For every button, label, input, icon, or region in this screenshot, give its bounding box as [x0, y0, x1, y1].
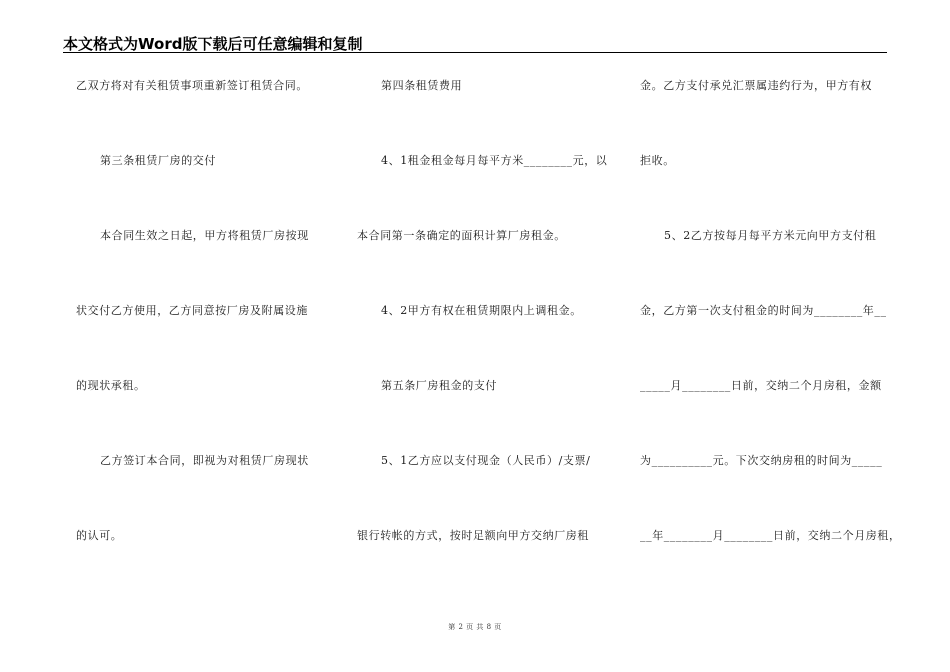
text-line: 4、1租金租金每月每平方米________元，以	[381, 154, 608, 167]
text-line: 为__________元。下次交纳房租的时间为_____	[640, 454, 883, 467]
text-line: 金。乙方支付承兑汇票属违约行为，甲方有权	[640, 79, 872, 92]
section-heading: 第五条厂房租金的支付	[381, 379, 497, 392]
text-line: 乙双方将对有关租赁事项重新签订租赁合同。	[76, 79, 308, 92]
text-line: 拒收。	[640, 154, 675, 167]
text-line: 本合同生效之日起，甲方将租赁厂房按现	[100, 229, 309, 242]
text-line: 金，乙方第一次支付租金的时间为________年__	[640, 304, 887, 317]
text-line: 的现状承租。	[76, 379, 146, 392]
section-heading: 第三条租赁厂房的交付	[100, 154, 216, 167]
text-line: 5、2乙方按每月每平方米元向甲方支付租	[664, 229, 877, 242]
text-line: __年________月________日前，交纳二个月房租，	[640, 529, 901, 542]
text-line: 的认可。	[76, 529, 123, 542]
text-line: _____月________日前，交纳二个月房租，金额	[640, 379, 882, 392]
text-line: 乙方签订本合同，即视为对租赁厂房现状	[100, 454, 309, 467]
section-heading: 第四条租赁费用	[381, 79, 463, 92]
text-line: 本合同第一条确定的面积计算厂房租金。	[357, 229, 566, 242]
page-number-footer: 第 2 页 共 8 页	[448, 623, 502, 631]
text-line: 银行转帐的方式，按时足额向甲方交纳厂房租	[357, 529, 589, 542]
text-column-3	[640, 0, 901, 672]
text-line: 4、2甲方有权在租赁期限内上调租金。	[381, 304, 582, 317]
text-column-2	[357, 0, 607, 672]
text-column-1	[76, 0, 322, 672]
text-line: 5、1乙方应以支付现金（人民币）/支票/	[381, 454, 591, 467]
text-line: 状交付乙方使用，乙方同意按厂房及附属设施	[76, 304, 308, 317]
document-header-title: 本文格式为Word版下载后可任意编辑和复制	[63, 35, 363, 53]
